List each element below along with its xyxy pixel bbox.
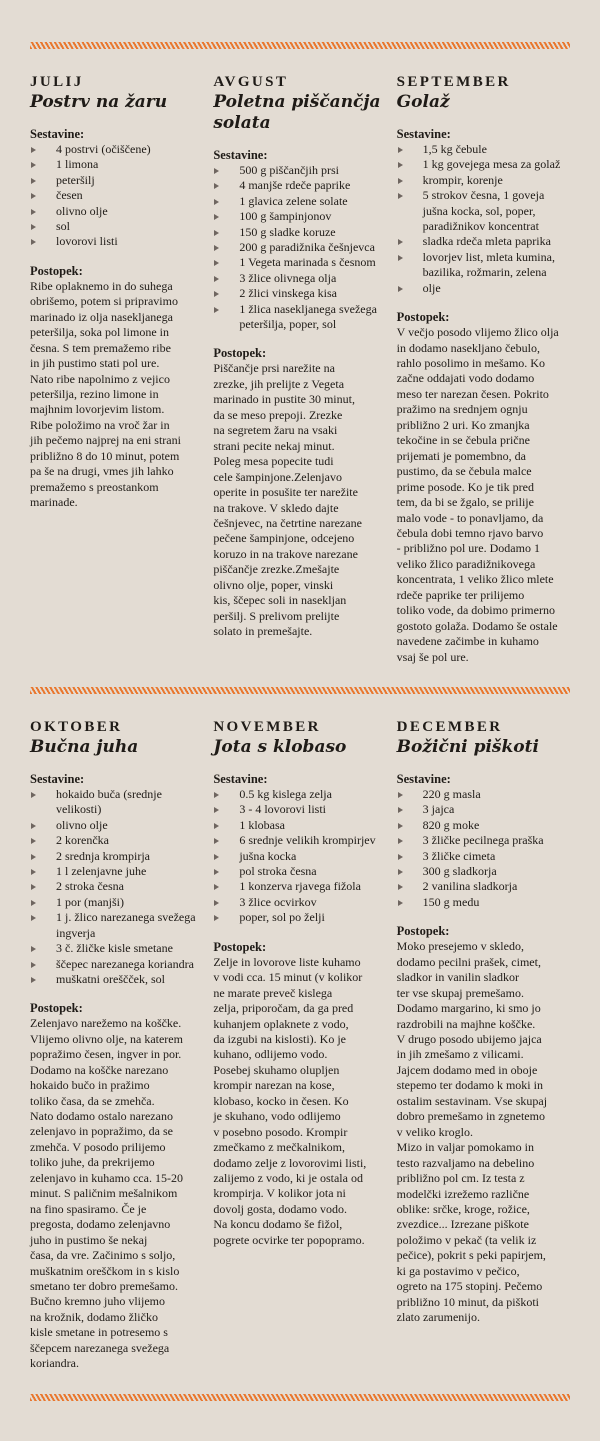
ingredients-list (30, 787, 203, 987)
method-heading: Postopek: (396, 310, 450, 325)
ingredients-list (30, 142, 203, 250)
ingredient-item: 3 žličke pecilnega praška (397, 833, 570, 848)
method-text: Piščančje prsi narežite na zrezke, jih prelijte z Vegeta marinado in pustite 30 minut, da se meso prepoji. Zrezke na segretem žaru na vsaki strani pecite nekaj minut. Poleg mesa popecite tudi cele šampinjone.Zelenjavo operite in posušite ter narežite na trakove. V skledo dajte češnjevec, na četrtine narezane pečene šampinjone, odcejeno koruzo in na trakove narezane piščančje zrezke.Zmešajte olivno olje, poper, vinski kis, ščepec soli in nasekljan peršilj. S prelivom prelijte solato in premešajte. (213, 361, 362, 639)
recipe-title: Postrv na žaru (30, 92, 168, 112)
ingredient-item: 2 žlici vinskega kisa (213, 286, 386, 301)
recipe-title: Bučna juha (30, 737, 139, 758)
ingredient-item: poper, sol po želji (213, 910, 386, 925)
ingredient-item: jušna kocka (213, 849, 386, 864)
ingredient-item: 1 žlica nasekljanega svežega peteršilja, poper, sol (213, 302, 386, 333)
ingredient-item: 1 konzerva rjavega fižola (213, 879, 386, 894)
ingredient-item: 1 j. žlico narezanega svežega ingverja (30, 910, 203, 941)
ingredient-item: sladka rdeča mleta paprika (397, 234, 570, 249)
ingredient-item: lovorjev list, mleta kumina, bazilika, rožmarin, zelena (397, 250, 570, 281)
recipe-december (397, 719, 570, 1372)
ingredient-item: 150 g medu (397, 895, 570, 910)
divider-stripe-bottom (30, 1394, 570, 1401)
ingredient-item: 3 - 4 lovorovi listi (213, 802, 386, 817)
ingredient-item: 3 žličke cimeta (397, 849, 570, 864)
ingredient-item: muškatni oreščček, sol (30, 972, 203, 987)
ingredient-item: olivno olje (30, 204, 203, 219)
ingredient-item: 1 klobasa (213, 818, 386, 833)
recipe-month: JULIJ (30, 74, 84, 90)
ingredient-item: 2 vanilina sladkorja (397, 879, 570, 894)
ingredients-heading: Sestavine: (30, 127, 85, 141)
recipe-title: Golaž (396, 92, 450, 112)
ingredient-item: 0.5 kg kislega zelja (213, 787, 386, 802)
ingredient-item: 3 žlice olivnega olja (213, 271, 386, 286)
ingredient-item: 220 g masla (397, 787, 570, 802)
ingredient-item: 1 kg govejega mesa za golaž (397, 157, 570, 172)
ingredient-item: pol stroka česna (213, 864, 386, 879)
method-heading: Postopek: (213, 346, 267, 361)
ingredients-heading: Sestavine: (30, 772, 85, 787)
method-heading: Postopek: (213, 939, 267, 954)
ingredient-item: 1 l zelenjavne juhe (30, 864, 203, 879)
method-text: V večjo posodo vlijemo žlico olja in dodamo nasekljano čebulo, rahlo posolimo in mešamo. Ko začne oddajati vodo dodamo meso ter narezan česen. Pokrito pražimo na srednjem ognju približno 2 uri. Ko zmanjka tekočine in se čebula prične prijemati je pomembno, da pustimo, da se čebula malce prime posode. Ko je tik pred tem, da bi se žgalo, se prilije malo vode - to ponavljamo, da čebula dobi temno rjavo barvo - približno pol ure. Dodamo 1 veliko žlico paradižnikovega koncentrata, 1 veliko žlico mlete rdeče paprike ter prilijemo toliko vode, da dobimo primerno gostoto golaža. Dodamo še ostale navedene začimbe in kuhamo vsaj še pol ure. (396, 325, 559, 664)
ingredient-item: 1 por (manjši) (30, 895, 203, 910)
method-text: Ribe oplaknemo in do suhega obrišemo, potem si pripravimo marinado iz olja nasekljanega peteršilja, soka pol limone in česna. S tem premažemo ribe in jih pustimo stati pol ure. Nato ribe napolnimo z vejico peteršilja, rezino limone in majhnim lovorjevim listom. Ribe položimo na vroč žar in jih pečemo najprej na eni strani približno 8 do 10 minut, potem pa še na drugi, vmes jih lahko premažemo s preostankom marinade. (30, 278, 181, 510)
ingredient-item: olivno olje (30, 818, 203, 833)
ingredient-item: 3 jajca (397, 802, 570, 817)
ingredient-item: 1 glavica zelene solate (213, 194, 386, 209)
ingredient-item: 6 srednje velikih krompirjev (213, 833, 386, 848)
ingredient-item: 300 g sladkorja (397, 864, 570, 879)
ingredients-list (397, 142, 570, 296)
recipe-title: Poletna piščančja solata (213, 92, 381, 133)
ingredient-item: 4 manjše rdeče paprike (213, 178, 386, 193)
recipe-month: SEPTEMBER (396, 74, 511, 90)
ingredient-item: 3 č. žličke kisle smetane (30, 941, 203, 956)
ingredient-item: 2 srednja krompirja (30, 849, 203, 864)
ingredients-heading: Sestavine: (213, 772, 268, 787)
recipe-avgust (213, 74, 386, 665)
ingredients-heading: Sestavine: (396, 127, 451, 141)
recipe-month: OKTOBER (30, 719, 123, 736)
ingredient-item: 1 Vegeta marinada s česnom (213, 255, 386, 270)
recipe-title: Jota s klobaso (213, 737, 347, 758)
ingredient-item: 2 stroka česna (30, 879, 203, 894)
divider-stripe-middle (30, 687, 570, 694)
ingredients-list (397, 787, 570, 910)
ingredient-item: lovorovi listi (30, 234, 203, 249)
ingredients-heading: Sestavine: (396, 772, 451, 787)
ingredient-item: 150 g sladke koruze (213, 225, 386, 240)
ingredient-item: olje (397, 281, 570, 296)
recipe-month: AVGUST (213, 74, 289, 90)
ingredient-item: 1,5 kg čebule (397, 142, 570, 157)
recipes-row-1 (30, 74, 570, 665)
ingredient-item: sol (30, 219, 203, 234)
ingredient-item: 1 limona (30, 157, 203, 172)
recipe-julij (30, 74, 203, 665)
ingredient-item: 3 žlice ocvirkov (213, 895, 386, 910)
ingredient-item: hokaido buča (srednje velikosti) (30, 787, 203, 818)
ingredients-heading: Sestavine: (213, 148, 268, 162)
ingredients-list (213, 787, 386, 926)
method-text: Zelje in lovorove liste kuhamo v vodi cca. 15 minut (v kolikor ne marate preveč kislega zelja, priporočam, da ga pred kuhanjem oplaknete z vodo, da izgubi na kislosti). Ko je kuhano, odlijemo vodo. Posebej skuhamo olupljen krompir narezan na kose, klobaso, kocko in česen. Ko je skuhano, vodo odlijemo v posebno posodo. Krompir zmečkamo z mečkalnikom, dodamo zelje z lovorovimi listi, zalijemo z vodo, ki je ostala od krompirja. V kolikor jota ni dovolj gosta, dodamo vodo. Na koncu dodamo še fižol, pogrete ocvirke ter popopramo. (213, 954, 367, 1247)
ingredient-item: 500 g piščančjih prsi (213, 163, 386, 178)
divider-stripe-top (30, 42, 570, 49)
ingredient-item: 2 korenčka (30, 833, 203, 848)
ingredient-item: peteršilj (30, 173, 203, 188)
recipes-row-2 (30, 719, 570, 1372)
ingredient-item: 200 g paradižnika češnjevca (213, 240, 386, 255)
recipe-oktober (30, 719, 203, 1372)
recipe-title: Božični piškoti (396, 737, 539, 758)
ingredient-item: 5 strokov česna, 1 goveja jušna kocka, sol, poper, paradižnikov koncentrat (397, 188, 570, 234)
recipe-november (213, 719, 386, 1372)
recipe-month: DECEMBER (396, 719, 503, 736)
ingredient-item: ščepec narezanega koriandra (30, 957, 203, 972)
ingredient-item: 820 g moke (397, 818, 570, 833)
method-heading: Postopek: (30, 1001, 83, 1016)
ingredient-item: 4 postrvi (očiščene) (30, 142, 203, 157)
ingredient-item: krompir, korenje (397, 173, 570, 188)
method-text: Moko presejemo v skledo, dodamo pecilni prašek, cimet, sladkor in vanilin sladkor ter vse skupaj premešamo. Dodamo margarino, ki smo jo razdrobili na majhne koščke. V drugo posodo ubijemo jajca in jih zmešamo z vilicami. Jajcem dodamo med in oboje stepemo ter dodamo k moki in ostalim sestavinam. Vse skupaj dobro premešamo in zgnetemo v veliko kroglo. Mizo in valjar pomokamo in testo razvaljamo na debelino približno pol cm. Iz testa z modelčki izrežemo različne oblike: srčke, kroge, rožice, zvezdice... Izrezane piškote položimo v pekač (ta velik iz pečice), pokrit s peki papirjem, ki ga postavimo v pečico, ogreto na 175 stopinj. Pečemo približno 10 minut, da piškoti zlato zarumenijo. (396, 939, 548, 1325)
ingredient-item: 100 g šampinjonov (213, 209, 386, 224)
ingredient-item: česen (30, 188, 203, 203)
recipe-september (397, 74, 570, 665)
ingredients-list (213, 163, 386, 332)
method-heading: Postopek: (396, 924, 450, 939)
recipe-month: NOVEMBER (213, 719, 321, 736)
method-text: Zelenjavo narežemo na koščke. Vlijemo olivno olje, na katerem popražimo česen, ingver in por. Dodamo na koščke narezano hokaido bučo in pražimo toliko časa, da se zmehča. Nato dodamo ostalo narezano zelenjavo in popražimo, da se zmehča. V posodo prilijemo toliko juhe, da prekrijemo zelenjavo in kuhamo cca. 15-20 minut. S paličnim mešalnikom na fino spasiramo. Če je pregosta, dodamo zelenjavno juho in pustimo še nekaj časa, da vre. Začinimo s soljo, muškatnim oreščkom in s kislo smetano ter dobro premešamo. Bučno kremno juho vlijemo na krožnik, dodamo žličko kisle smetane in potresemo s ščepcem narezanega svežega koriandra. (30, 1016, 183, 1371)
method-heading: Postopek: (30, 263, 83, 278)
